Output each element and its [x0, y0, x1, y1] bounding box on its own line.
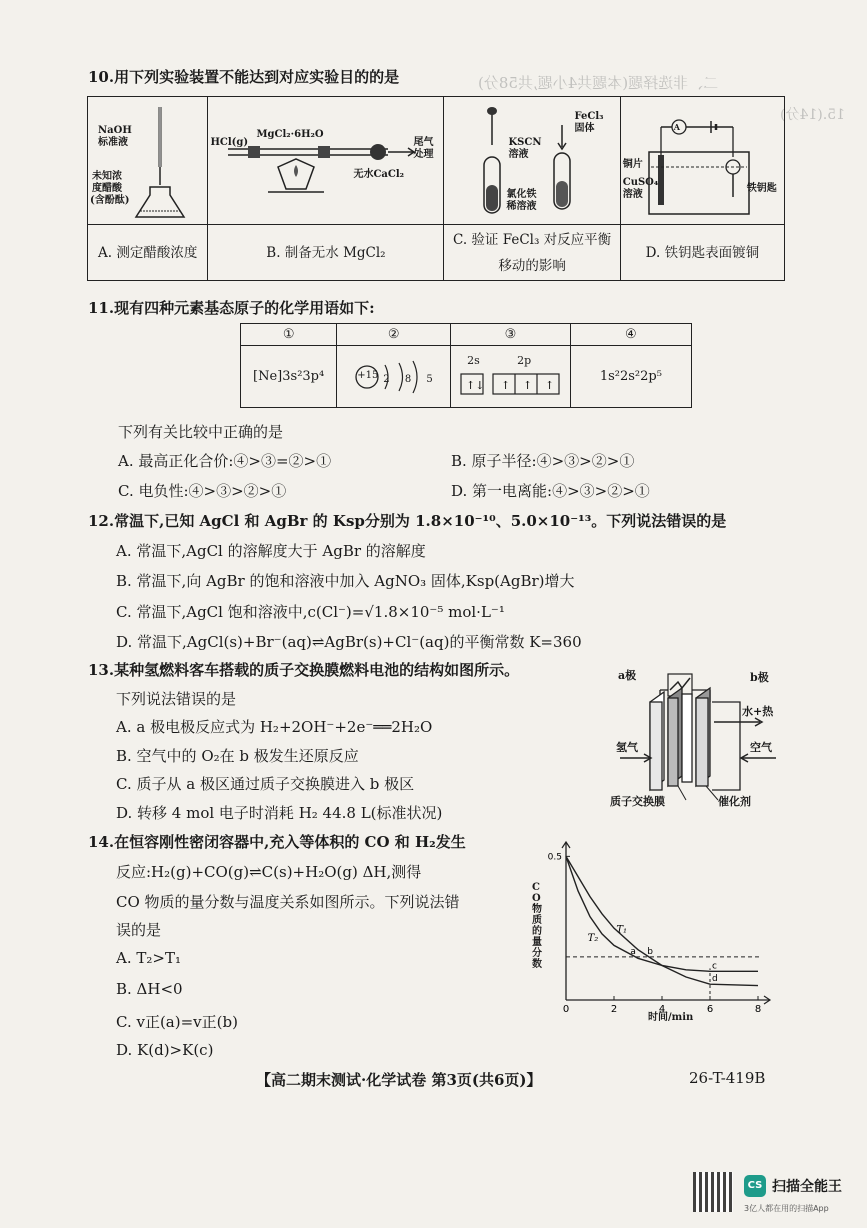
label-cuso4-sol: 溶液	[622, 189, 643, 200]
apparatus-c	[444, 97, 620, 225]
label-tail1: 尾气	[413, 137, 434, 148]
q14-line4: 误的是	[116, 921, 162, 939]
series-label-2: T₂	[587, 933, 599, 945]
option-14c: C. v正(a)=v正(b)	[116, 1013, 238, 1031]
option-14a: A. T₂>T₁	[116, 949, 181, 967]
label-catalyst: 催化剂	[718, 795, 751, 808]
x-tick-label: 0	[562, 1004, 570, 1015]
label-solid: 固体	[574, 123, 595, 134]
option-13b: B. 空气中的 O₂在 b 极发生还原反应	[116, 747, 359, 765]
label-kscn: KSCN	[508, 137, 542, 148]
q11-prompt: 下列有关比较中正确的是	[118, 423, 284, 441]
label-standard: 标准液	[98, 137, 128, 148]
x-tick-label: 4	[658, 1004, 666, 1015]
bleed-header: 二、非选择题(本题共4小题,共58分)	[478, 74, 719, 92]
q12-stem: 12.常温下,已知 AgCl 和 AgBr 的 Ksp分别为 1.8×10⁻¹⁰、5.0×10⁻¹³。下列说法错误的是	[88, 512, 727, 530]
q14-line2: 反应:H₂(g)+CO(g)⇌C(s)+H₂O(g) ΔH,测得	[116, 863, 422, 881]
tube-furnace-diagram	[208, 97, 444, 225]
label-kscn-sol: 溶液	[508, 149, 529, 160]
nucleus-label: +15	[357, 370, 379, 381]
chart-ylabel: CO物质的量分数	[532, 882, 542, 970]
point-label-a: a	[630, 946, 636, 957]
elem-atom-structure-2	[337, 346, 451, 408]
point-label-c: c	[712, 961, 717, 972]
point-label-d: d	[712, 974, 718, 985]
q10-apparatus-table	[87, 96, 785, 281]
elem-header-3: ③	[451, 324, 571, 346]
label-iron-key: 铁钥匙	[746, 183, 777, 194]
label-a-electrode: a极	[618, 669, 637, 682]
label-cacl2: 无水CaCl₂	[353, 169, 405, 180]
option-10c: C. 验证 FeCl₃ 对反应平衡 移动的影响	[444, 225, 620, 281]
q11-stem: 11.现有四种元素基态原子的化学用语如下:	[88, 299, 375, 317]
option-13a: A. a 极电极反应式为 H₂+2OH⁻+2e⁻══2H₂O	[116, 718, 433, 736]
orbital-2s-label: 2s	[467, 354, 480, 367]
svg-text:↑: ↑	[501, 379, 511, 392]
svg-text:↑↓: ↑↓	[466, 379, 485, 392]
chart-xlabel: 时间/min	[648, 1012, 694, 1023]
apparatus-b	[208, 97, 444, 225]
scanner-logo: CS	[744, 1175, 766, 1197]
option-10b: B. 制备无水 MgCl₂	[208, 225, 444, 281]
elem-header-2: ②	[337, 324, 451, 346]
option-13d: D. 转移 4 mol 电子时消耗 H₂ 44.8 L(标准状况)	[116, 804, 443, 822]
x-tick-label: 6	[706, 1004, 714, 1015]
label-fecl3-dil1: 氯化铁	[506, 189, 537, 200]
label-b-electrode: b极	[750, 671, 769, 684]
x-tick-label: 2	[610, 1004, 618, 1015]
label-water-heat: 水+热	[742, 705, 774, 718]
point-label-b: b	[647, 946, 653, 957]
option-10a: A. 测定醋酸浓度	[88, 225, 208, 281]
series-label-1: T₁	[616, 924, 628, 936]
footer-code: 26-T-419B	[689, 1069, 766, 1087]
apparatus-a	[88, 97, 208, 225]
label-cuso4: CuSO₄	[622, 177, 659, 188]
label-unknown: 未知浓	[92, 171, 122, 182]
option-10d: D. 铁钥匙表面镀铜	[620, 225, 784, 281]
co-fraction-chart-svg	[530, 832, 780, 1022]
series-line-2	[566, 856, 758, 985]
q10-stem: 10.用下列实验装置不能达到对应实验目的的是	[88, 68, 400, 86]
qr-code	[693, 1172, 733, 1212]
q11-element-table	[240, 323, 692, 408]
option-12a: A. 常温下,AgCl 的溶解度大于 AgBr 的溶解度	[116, 542, 426, 560]
co-fraction-chart	[530, 832, 780, 1022]
scanner-tagline: 3亿人都在用的扫描App	[744, 1204, 829, 1213]
option-11c: C. 电负性:④>③>②>①	[118, 482, 287, 500]
q13-prompt: 下列说法错误的是	[116, 690, 237, 708]
footer-title: 【高二期末测试·化学试卷 第3页(共6页)】	[256, 1071, 542, 1089]
elem-orbital-3	[451, 346, 571, 408]
bleed-q15: 15.(14分)	[780, 107, 846, 123]
electroplating-diagram	[621, 97, 785, 225]
label-hcl: HCl(g)	[210, 137, 249, 148]
option-12c: C. 常温下,AgCl 饱和溶液中,c(Cl⁻)=√1.8×10⁻⁵ mol·L⁻¹	[116, 603, 505, 621]
fuel-cell-figure	[610, 660, 790, 810]
scanner-brand: 扫描全能王	[772, 1179, 842, 1195]
option-12b: B. 常温下,向 AgBr 的饱和溶液中加入 AgNO₃ 固体,Ksp(AgBr)增大	[116, 572, 575, 590]
svg-text:↑: ↑	[545, 379, 555, 392]
apparatus-d	[620, 97, 784, 225]
label-tail2: 处理	[413, 149, 434, 160]
label-fecl3: FeCl₃	[574, 111, 604, 122]
q14-line1: 14.在恒容刚性密闭容器中,充入等体积的 CO 和 H₂发生	[88, 833, 466, 851]
label-phenol: (含酚酞)	[90, 195, 130, 206]
elem-header-1: ①	[241, 324, 337, 346]
option-11a: A. 最高正化合价:④>③=②>①	[118, 452, 332, 470]
option-14b: B. ΔH<0	[116, 980, 183, 998]
label-membrane: 质子交换膜	[610, 795, 665, 808]
orbital-box-diagram	[451, 346, 571, 408]
option-14d: D. K(d)>K(c)	[116, 1041, 214, 1059]
shell-electrons: 2 8 5	[383, 374, 439, 385]
orbital-2p-label: 2p	[517, 354, 532, 367]
label-acetic: 度醋酸	[92, 183, 122, 194]
elem-config-4: 1s²2s²2p⁵	[570, 346, 691, 408]
series-line-1	[566, 856, 758, 971]
q14-line3: CO 物质的量分数与温度关系如图所示。下列说法错	[116, 893, 460, 911]
option-11d: D. 第一电离能:④>③>②>①	[451, 482, 650, 500]
label-naoh: NaOH	[98, 125, 132, 136]
option-11b: B. 原子半径:④>③>②>①	[451, 452, 635, 470]
elem-header-4: ④	[570, 324, 691, 346]
option-13c: C. 质子从 a 极区通过质子交换膜进入 b 极区	[116, 775, 415, 793]
option-12d: D. 常温下,AgCl(s)+Br⁻(aq)⇌AgBr(s)+Cl⁻(aq)的平衡常数 K=360	[116, 633, 582, 651]
label-hydrogen: 氢气	[616, 741, 638, 754]
label-mgcl2: MgCl₂·6H₂O	[256, 129, 324, 140]
x-tick-label: 8	[754, 1004, 762, 1015]
label-copper: 铜片	[622, 159, 643, 170]
y-tick-label: 0.5	[547, 852, 562, 863]
ammeter-icon: A	[673, 122, 680, 132]
label-fecl3-dil2: 稀溶液	[506, 201, 537, 212]
label-air: 空气	[750, 741, 772, 754]
elem-config-1: [Ne]3s²3p⁴	[241, 346, 337, 408]
svg-text:↑: ↑	[523, 379, 533, 392]
q13-stem: 13.某种氢燃料客车搭载的质子交换膜燃料电池的结构如图所示。	[88, 661, 520, 679]
